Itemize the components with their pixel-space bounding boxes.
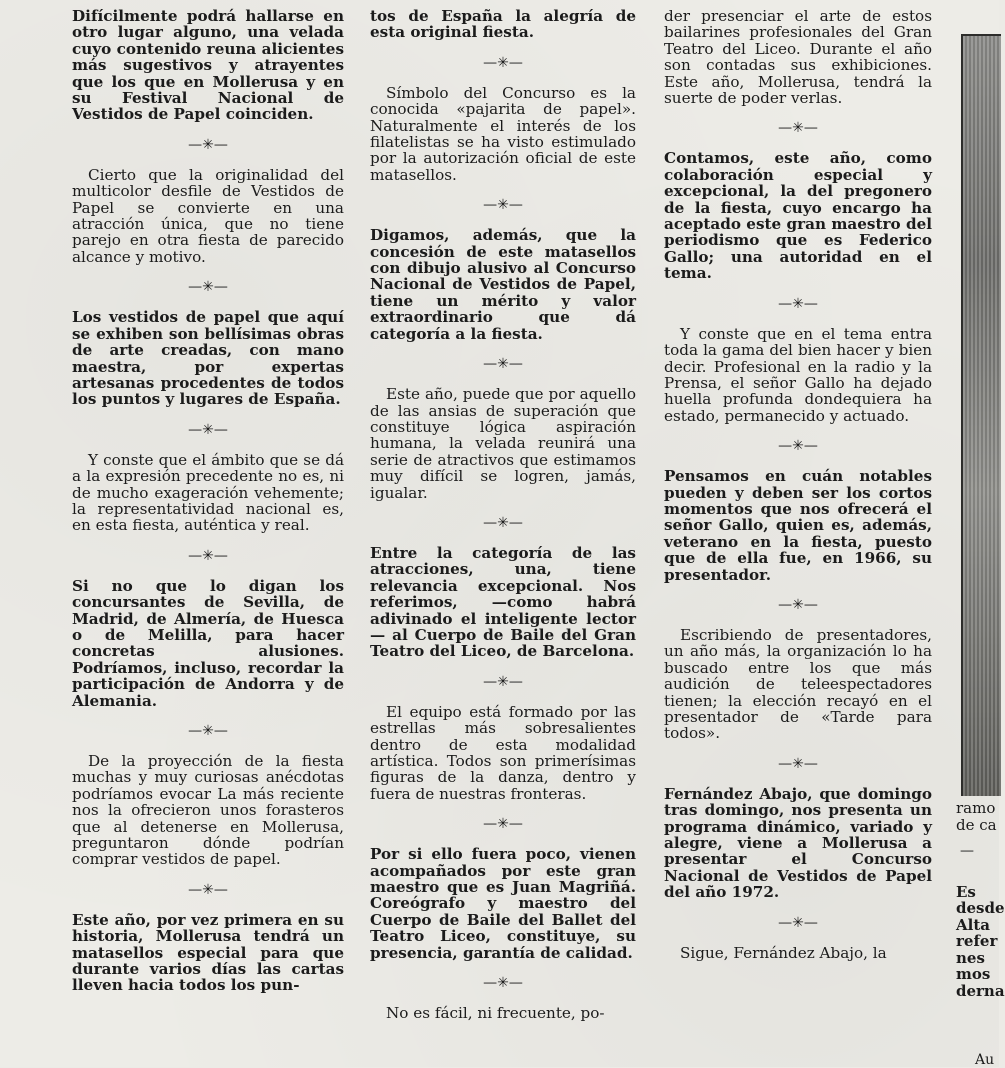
- article-paragraph: Entre la categoría de las atracciones, una, tiene relevancia excepcional. Nos referimos, —como habrá adivinado el inteligente lector— al Cuerpo de Baile del Gran Teatro del Liceo, de Barcelona.: [370, 543, 636, 661]
- article-paragraph: Pensamos en cuán notables pueden y deben ser los cortos momentos que nos ofrecerá el señor Gallo, quien es, además, veterano en la fiesta, puesto que de ella fue, en 1966, su presentador.: [664, 467, 932, 584]
- separator-ornament: —✳—: [483, 197, 523, 214]
- separator-ornament: —✳—: [778, 295, 818, 312]
- separator-ornament: —✳—: [778, 596, 818, 613]
- edge-line: refer: [956, 932, 998, 950]
- separator-ornament: —✳—: [483, 54, 523, 71]
- edge-line: Es: [956, 882, 976, 901]
- article-paragraph: De la proyección de la fiesta muchas y muy curiosas anécdotas podríamos evocar La más reciente nos la ofrecieron unos forasteros que al detenerse en Mollerusa, preguntaron dónde podrían comprar vestidos de papel.: [72, 752, 344, 869]
- separator-ornament: —✳—: [188, 881, 228, 898]
- separator-ornament: —✳—: [778, 438, 818, 455]
- article-paragraph: Este año, puede que por aquello de las ansias de superación que constituye lógica aspiración humana, la velada reunirá una serie de atractivos que estimamos muy difícil se logren, jamás, igualar.: [370, 385, 636, 502]
- photo-edge: [961, 34, 1001, 796]
- article-paragraph: Y conste que en el tema entra toda la gama del bien hacer y bien decir. Profesional en la radio y la Prensa, el señor Gallo ha dejado huella profunda dondequiera ha estado, permanecido y actuado.: [664, 324, 932, 425]
- edge-separator: —: [960, 843, 974, 859]
- article-paragraph: Este año, por vez primera en su historia, Mollerusa tendrá un matasellos especial para que durante varios días las cartas lleven hacia todos los pun-: [72, 910, 344, 995]
- article-paragraph: Y conste que el ámbito que se dá a la expresión precedente no es, ni de mucho exageración vehemente; la representatividad nacional es, en esta fiesta, auténtica y real.: [72, 450, 344, 535]
- edge-line: de ca: [956, 815, 997, 834]
- article-paragraph: El equipo está formado por las estrellas más sobresalientes dentro de esta modalidad artística. Todos son primerísimas figuras de la danza, dentro y fuera de nuestras fronteras.: [370, 702, 636, 803]
- edge-line: nes: [956, 948, 985, 967]
- separator-ornament: —✳—: [483, 514, 523, 531]
- article-paragraph: Escribiendo de presentadores, un año más, la organización lo ha buscado entre los que más audición de teleespectadores tienen; la elección recayó en el presentador de «Tarde para todos».: [664, 625, 932, 743]
- separator-ornament: —✳—: [188, 136, 228, 153]
- article-paragraph: Fernández Abajo, que domingo tras domingo, nos presenta un programa dinámico, variado y alegre, viene a Mollerusa a presentar el Concurso Nacional de Vestidos de Papel del año 1972.: [664, 784, 932, 902]
- article-paragraph: Digamos, además, que la concesión de este matasellos con dibujo alusivo al Concurso Nacional de Vestidos de Papel, tiene un mérito y valor extraordinario que dá categoría a la fiesta.: [370, 226, 636, 343]
- article-paragraph: No es fácil, ni frecuente, po-: [386, 1004, 605, 1023]
- separator-ornament: —✳—: [188, 279, 228, 296]
- edge-line: desde: [956, 899, 1005, 917]
- separator-ornament: —✳—: [483, 356, 523, 373]
- separator-ornament: —✳—: [778, 914, 818, 931]
- article-paragraph: Los vestidos de papel que aquí se exhiben son bellísimas obras de arte creadas, con mano maestra, por expertas artesanas procedentes de todos los puntos y lugares de España.: [72, 308, 344, 409]
- edge-line: mos: [956, 965, 991, 983]
- separator-ornament: —✳—: [778, 120, 818, 137]
- article-paragraph: Si no que lo digan los concursantes de Sevilla, de Madrid, de Almería, de Huesca o de Melilla, para hacer concretas alusiones. Podríamos, incluso, recordar la participación de Andorra y de Alemania.: [72, 576, 344, 710]
- article-paragraph: Contamos, este año, como colaboración especial y excepcional, la del pregonero de la fiesta, cuyo encargo ha aceptado este gran maestro del periodismo que es Federico Gallo; una autoridad en el tema.: [664, 149, 932, 283]
- article-paragraph: Cierto que la originalidad del multicolor desfile de Vestidos de Papel se convierte en una atracción única, que no tiene parejo en otra fiesta de parecido alcance y motivo.: [72, 165, 344, 266]
- column-1: [72, 8, 344, 1067]
- article-paragraph: der presenciar el arte de estos bailarines profesionales del Gran Teatro del Liceo. Durante el año son contadas sus exhibiciones. Este año, Mollerusa, tendrá la suerte de poder verlas.: [664, 7, 932, 108]
- separator-ornament: —✳—: [483, 975, 523, 992]
- column-3: [664, 8, 932, 1067]
- article-paragraph: Sigue, Fernández Abajo, la: [680, 943, 887, 962]
- separator-ornament: —✳—: [483, 816, 523, 833]
- article-paragraph: Por si ello fuera poco, vienen acompañados por este gran maestro que es Juan Magriñá. Coreógrafo y maestro del Cuerpo de Baile del Ballet del Teatro Liceo, constituye, su presencia, garantía de calidad.: [370, 845, 636, 962]
- article-paragraph: Difícilmente podrá hallarse en otro lugar alguno, una velada cuyo contenido reuna alicientes más sugestivos y atrayentes que los que en Mollerusa y en su Festival Nacional de Vestidos de Papel coinciden.: [72, 7, 344, 124]
- edge-column: [956, 799, 1005, 1000]
- article-paragraph: Símbolo del Concurso es la conocida «pajarita de papel». Naturalmente el interés de los filatelistas se ha visto estimulado por la autorización oficial de este matasellos.: [370, 83, 636, 184]
- edge-line: derna: [956, 981, 1005, 1000]
- edge-line: Alta: [956, 915, 990, 934]
- edge-line: ramo: [956, 799, 996, 817]
- separator-ornament: —✳—: [188, 723, 228, 739]
- column-2: [370, 8, 636, 1067]
- separator-ornament: —✳—: [188, 421, 228, 438]
- article-paragraph: tos de España la alegría de esta original fiesta.: [370, 7, 636, 42]
- separator-ornament: —✳—: [778, 755, 818, 772]
- edge-bottom-text: Au: [975, 1052, 995, 1068]
- separator-ornament: —✳—: [483, 673, 523, 690]
- separator-ornament: —✳—: [188, 547, 228, 564]
